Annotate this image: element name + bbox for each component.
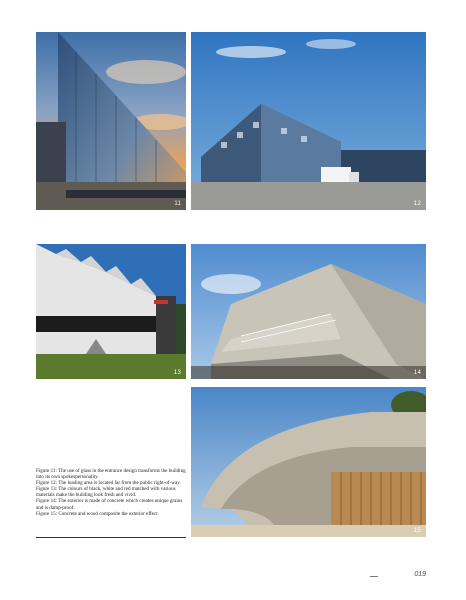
caption-figure-12: Figure 12: The loading area is located far from the public right-of-way. — [36, 480, 181, 487]
figure-number: 12 — [413, 201, 421, 207]
photo-sawtooth-building — [36, 244, 186, 379]
figure-number: 11 — [174, 201, 181, 207]
photo-concrete-wood-curve — [191, 387, 426, 537]
caption-figure-15: Figure 15: Concrete and wood composite the exterior effect. — [36, 510, 159, 517]
figure-number: 15 — [413, 528, 421, 534]
photo-glass-entrance-sunset — [36, 32, 186, 210]
photo-loading-area — [191, 32, 426, 210]
caption-figure-11: Figure 11: The use of glass in the entrance design transforms the building into its own spokespersonality. — [36, 468, 186, 481]
figure-number: 13 — [173, 370, 181, 376]
caption-figure-14: Figure 14: The exterior is made of concrete which creates unique grains and is damp-proof. — [36, 498, 183, 511]
caption-figure-13: Figure 13: The colours of black, white and red matched with various materials make the building look fresh and vivid. — [36, 486, 176, 499]
figure-captions — [36, 468, 186, 517]
caption-divider — [36, 537, 186, 538]
figure-number: 14 — [413, 370, 421, 376]
photo-concrete-cantilever — [191, 244, 426, 379]
folio-dash — [370, 576, 378, 577]
page-number: 019 — [414, 571, 426, 578]
